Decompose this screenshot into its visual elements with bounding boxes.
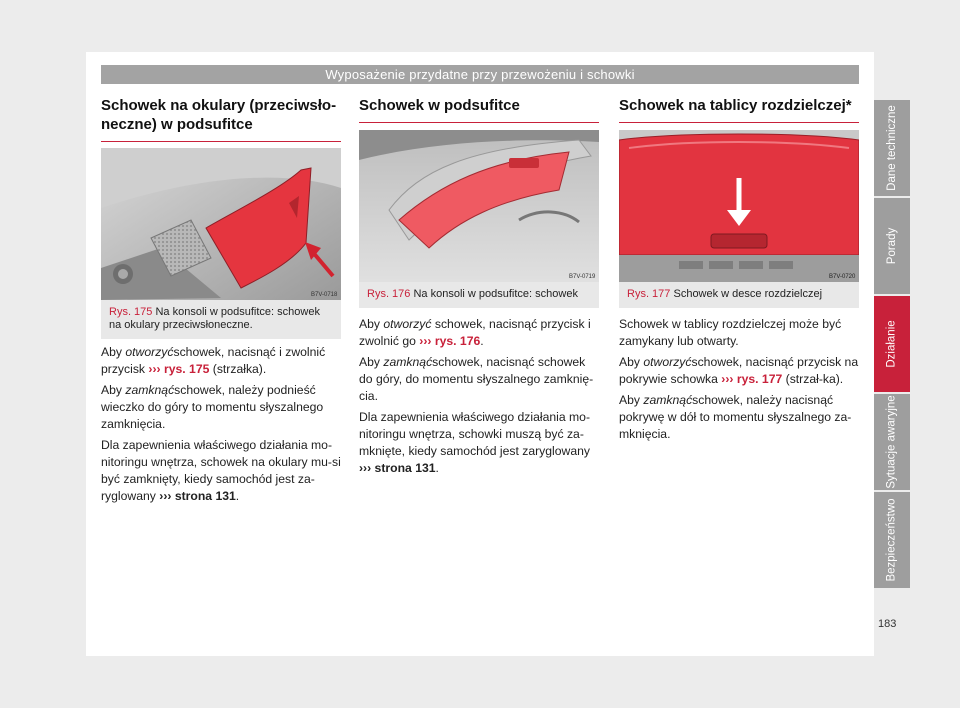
chapter-header: Wyposażenie przydatne przy przewożeniu i schowki xyxy=(101,65,859,84)
figure-link[interactable]: ››› rys. 177 xyxy=(721,372,783,386)
emphasis: otworzyć xyxy=(643,355,692,369)
tab-dane-techniczne[interactable] xyxy=(874,100,910,196)
sunglasses-holder-illustration xyxy=(101,148,341,300)
section-dashboard-storage xyxy=(619,96,859,441)
figure-caption xyxy=(101,300,341,339)
emphasis: zamknąć xyxy=(643,393,693,407)
caption-ref: Rys. 176 xyxy=(367,288,411,300)
section-body xyxy=(619,316,859,447)
paragraph-note xyxy=(359,409,599,477)
page-link[interactable]: ››› strona 131 xyxy=(359,461,436,475)
tab-porady[interactable] xyxy=(874,198,910,294)
section-body xyxy=(359,316,599,481)
paragraph-intro xyxy=(619,316,859,350)
text: Aby xyxy=(359,355,384,369)
paragraph-open xyxy=(619,354,859,388)
figure-caption xyxy=(619,282,859,308)
text: schowek, należy nacisnąć pokrywę w dół to momentu słyszalnego za-mknięcia. xyxy=(619,393,852,441)
emphasis: otworzyć xyxy=(125,345,174,359)
section-sunglasses-holder xyxy=(101,96,341,503)
text: schowek, nacisnąć przycisk na pokrywie schowka xyxy=(619,355,859,386)
text: Dla zapewnienia właściwego działania mo-nitoringu wnętrza, schowki muszą być za-mknięte, kiedy samochód jest zaryglowany xyxy=(359,410,591,458)
figure-175 xyxy=(101,148,341,339)
figure-code: B7V-0718 xyxy=(311,292,338,298)
page-number: 183 xyxy=(878,618,897,630)
paragraph-open xyxy=(359,316,599,350)
figure-177 xyxy=(619,130,859,308)
paragraph-open xyxy=(101,344,341,378)
caption-text: Schowek w desce rozdzielczej xyxy=(673,288,823,300)
text: schowek, należy podnieść wieczko do góry to momentu słyszalnego zamknięcia. xyxy=(101,383,324,431)
tab-label: Bezpieczeństwo xyxy=(886,498,899,582)
paragraph-close xyxy=(359,354,599,405)
text: schowek, nacisnąć i zwolnić przycisk xyxy=(101,345,326,376)
text: schowek, nacisnąć schowek do góry, do momentu słyszalnego zamknię-cia. xyxy=(359,355,594,403)
section-roof-console-storage xyxy=(359,96,599,475)
emphasis: otworzyć xyxy=(383,317,432,331)
text: schowek, nacisnąć przycisk i zwolnić go xyxy=(359,317,591,348)
figure-code: B7V-0719 xyxy=(569,274,596,280)
tab-dzialanie[interactable] xyxy=(874,296,910,392)
tab-label: Dane techniczne xyxy=(886,105,899,191)
paragraph-close xyxy=(619,392,859,443)
tab-sytuacje-awaryjne[interactable] xyxy=(874,394,910,490)
roof-console-illustration xyxy=(359,130,599,282)
section-body xyxy=(101,344,341,509)
tab-label: Działanie xyxy=(886,320,898,368)
tab-label: Porady xyxy=(886,227,898,265)
paragraph-close xyxy=(101,382,341,433)
section-title-line-1: Schowek na okulary (przeciwsło- xyxy=(101,97,337,114)
dashboard-storage-illustration xyxy=(619,130,859,282)
text: Aby xyxy=(101,345,126,359)
caption-text: Na konsoli w podsufitce: schowek na okulary przeciwsłoneczne. xyxy=(109,306,320,331)
paragraph-note xyxy=(101,437,341,505)
figure-link[interactable]: ››› rys. 175 xyxy=(148,362,210,376)
text: (strzałka). xyxy=(209,362,267,376)
text: . xyxy=(435,461,439,475)
figure-code: B7V-0720 xyxy=(829,274,856,280)
section-title-line-2: neczne) w podsufitce xyxy=(101,116,253,133)
emphasis: zamknąć xyxy=(125,383,175,397)
text: . xyxy=(480,334,484,348)
text: Schowek w tablicy rozdzielczej może być zamykany lub otwarty. xyxy=(619,317,842,348)
text: Dla zapewnienia właściwego działania mo-nitoringu wnętrza, schowek na okulary mu-si być zamknięty, kiedy samochód jest za-ryglowany xyxy=(101,438,341,503)
caption-ref: Rys. 177 xyxy=(627,288,671,300)
text: . xyxy=(235,489,240,503)
section-title: Schowek w podsufitce xyxy=(359,96,599,123)
text: (strzał-ka). xyxy=(782,372,844,386)
text: Aby xyxy=(619,355,644,369)
page-link[interactable]: ››› strona 131 xyxy=(159,489,236,503)
section-title: Schowek na tablicy rozdzielczej* xyxy=(619,96,859,123)
tab-bezpieczenstwo[interactable] xyxy=(874,492,910,588)
emphasis: zamknąć xyxy=(383,355,433,369)
text: Aby xyxy=(101,383,126,397)
caption-text: Na konsoli w podsufitce: schowek xyxy=(413,288,578,300)
caption-ref: Rys. 175 xyxy=(109,306,153,318)
figure-caption xyxy=(359,282,599,308)
figure-link[interactable]: ››› rys. 176 xyxy=(419,334,481,348)
text: Aby xyxy=(359,317,384,331)
section-title xyxy=(101,96,341,142)
text: Aby xyxy=(619,393,644,407)
tab-label: Sytuacje awaryjne xyxy=(886,395,899,489)
figure-176 xyxy=(359,130,599,308)
